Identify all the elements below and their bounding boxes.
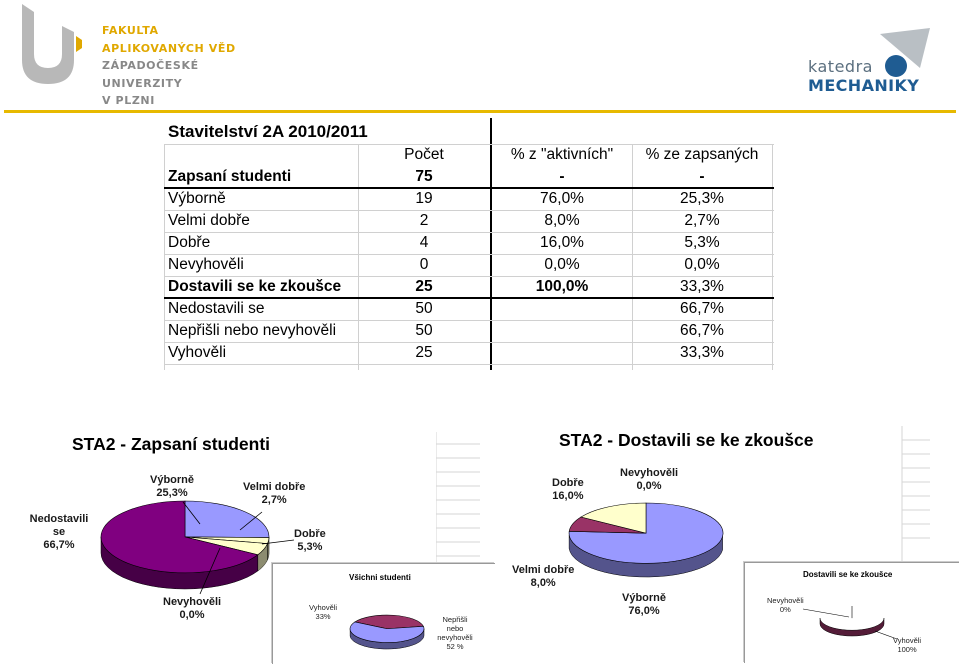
small-chart1-pie xyxy=(349,614,425,650)
chart1-label: Nedostavili se 66,7% xyxy=(29,513,89,551)
small-chart1-title: Všichni studenti xyxy=(349,573,411,582)
table-cell: 16,0% xyxy=(540,234,584,251)
table-cell: 76,0% xyxy=(540,190,584,207)
table-cell xyxy=(492,320,632,342)
small-chart2-title: Dostavili se ke zkoušce xyxy=(803,570,893,579)
table-cell: 25 xyxy=(415,278,433,295)
statistics-table xyxy=(164,118,774,370)
table-cell: 25,3% xyxy=(680,190,724,207)
small-chart2-leader-lines xyxy=(745,563,959,663)
department-name: MECHANIKY xyxy=(808,76,920,95)
table-cell: 19 xyxy=(415,190,433,207)
chart1-label: Nevyhověli 0,0% xyxy=(163,596,222,621)
chart2-label: Nevyhověli 0,0% xyxy=(620,467,679,492)
small-chart2-label: Vyhověli 100% xyxy=(893,636,922,654)
chart2-pie xyxy=(568,502,724,578)
row-label: Velmi dobře xyxy=(168,212,250,229)
table-cell: 66,7% xyxy=(680,300,724,317)
column-header: Počet xyxy=(404,146,444,163)
table-cell: 100,0% xyxy=(535,278,589,295)
table-cell xyxy=(492,298,632,320)
faculty-line: UNIVERZITY xyxy=(102,76,183,90)
faculty-name xyxy=(102,22,236,110)
row-label: Dostavili se ke zkoušce xyxy=(168,278,342,295)
row-label: Výborně xyxy=(168,190,226,207)
chart2-label: Výborně 76,0% xyxy=(622,592,667,617)
row-label: Dobře xyxy=(168,234,211,251)
chart1-label: Výborně 25,3% xyxy=(150,474,195,499)
table-cell: 5,3% xyxy=(684,234,720,251)
table-cell: 25 xyxy=(415,344,433,361)
table-cell: 0 xyxy=(419,256,429,273)
table-cell: 50 xyxy=(415,322,433,339)
department-label: katedra xyxy=(808,57,873,76)
all-students-panel xyxy=(272,563,495,664)
exam-attendees-panel xyxy=(744,562,959,663)
table-cell: - xyxy=(559,168,565,185)
column-header: % z "aktivních" xyxy=(510,146,614,163)
row-label: Nevyhověli xyxy=(168,256,244,273)
faculty-logo-icon xyxy=(18,2,82,86)
faculty-line: V PLZNI xyxy=(102,94,155,107)
table-cell: 66,7% xyxy=(680,322,724,339)
table-cell: 2 xyxy=(419,212,429,229)
table-cell: 75 xyxy=(415,168,433,185)
table-cell xyxy=(492,342,632,364)
faculty-line: FAKULTA xyxy=(102,24,159,37)
row-label: Nedostavili se xyxy=(168,300,265,317)
table-cell: 8,0% xyxy=(544,212,580,229)
row-label: Vyhověli xyxy=(168,344,227,361)
chart1-title: STA2 - Zapsaní studenti xyxy=(72,434,271,454)
table-cell: 2,7% xyxy=(684,212,720,229)
table-cell: 33,3% xyxy=(680,344,724,361)
table-cell: - xyxy=(699,168,705,185)
spreadsheet-gridlines xyxy=(900,426,930,566)
faculty-line: ZÁPADOČESKÉ xyxy=(102,59,199,72)
chart2-label: Velmi dobře 8,0% xyxy=(512,564,575,589)
faculty-line: APLIKOVANÝCH VĚD xyxy=(102,41,236,55)
chart2-label: Dobře 16,0% xyxy=(552,477,584,502)
table-cell: 33,3% xyxy=(680,278,724,295)
table-cell: 4 xyxy=(419,234,429,251)
row-label: Nepřišli nebo nevyhověli xyxy=(168,322,337,339)
small-chart1-label: Vyhověli 33% xyxy=(309,603,338,621)
chart1-label: Dobře 5,3% xyxy=(294,528,326,553)
header-divider xyxy=(4,110,956,113)
small-chart2-label: Nevyhověli 0% xyxy=(767,596,804,614)
column-header: % ze zapsaných xyxy=(645,146,759,163)
table-cell: 50 xyxy=(415,300,433,317)
table-cell: 0,0% xyxy=(684,256,720,273)
chart1-label: Velmi dobře 2,7% xyxy=(243,481,306,506)
table-cell: 0,0% xyxy=(544,256,580,273)
row-label: Zapsaní studenti xyxy=(168,168,292,185)
small-chart1-label: Nepřišli nebo nevyhověli 52 % xyxy=(437,615,473,651)
chart1-pie xyxy=(100,500,270,590)
chart2-title: STA2 - Dostavili se ke zkoušce xyxy=(559,430,814,450)
table-title: Stavitelství 2A 2010/2011 xyxy=(168,122,368,141)
